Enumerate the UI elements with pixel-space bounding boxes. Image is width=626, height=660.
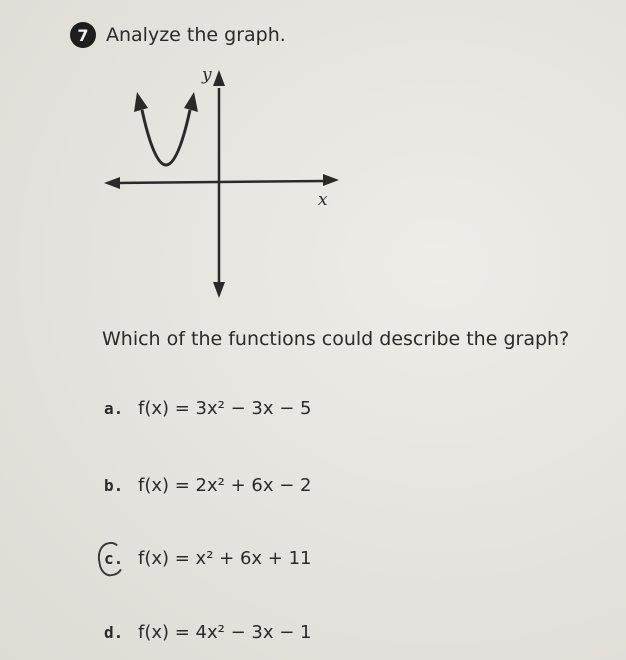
choice-b-text: f(x) = 2x² + 6x − 2 — [138, 475, 312, 496]
choice-a-letter: a. — [104, 399, 124, 418]
choice-c[interactable] — [104, 548, 312, 569]
parabola-graph — [0, 0, 626, 320]
question-text: Which of the functions could describe the graph? — [102, 328, 570, 350]
parabola-arrow-left — [134, 92, 148, 112]
choice-c-text: f(x) = x² + 6x + 11 — [138, 548, 312, 569]
choice-a-text: f(x) = 3x² − 3x − 5 — [138, 398, 312, 419]
choice-d-letter: d. — [104, 623, 124, 642]
parabola-arrow-right — [184, 92, 198, 112]
problem-number-badge: 7 — [70, 22, 96, 48]
y-axis-arrow-up — [213, 70, 225, 86]
choice-c-letter-text: c. — [104, 549, 124, 568]
y-axis-arrow-down — [213, 282, 225, 298]
y-axis-label: y — [202, 65, 212, 85]
choice-d[interactable] — [104, 622, 312, 643]
choice-c-letter — [104, 549, 138, 568]
circled-answer-mark — [95, 540, 127, 578]
choice-d-text: f(x) = 4x² − 3x − 1 — [138, 622, 312, 643]
x-axis-arrow-right — [323, 174, 339, 186]
choice-b[interactable] — [104, 475, 312, 496]
choice-b-letter: b. — [104, 476, 124, 495]
problem-title: Analyze the graph. — [106, 24, 286, 46]
x-axis — [118, 181, 325, 183]
parabola-curve — [142, 110, 190, 165]
x-axis-label: x — [318, 190, 328, 210]
x-axis-arrow-left — [104, 177, 120, 189]
choice-a[interactable] — [104, 398, 312, 419]
